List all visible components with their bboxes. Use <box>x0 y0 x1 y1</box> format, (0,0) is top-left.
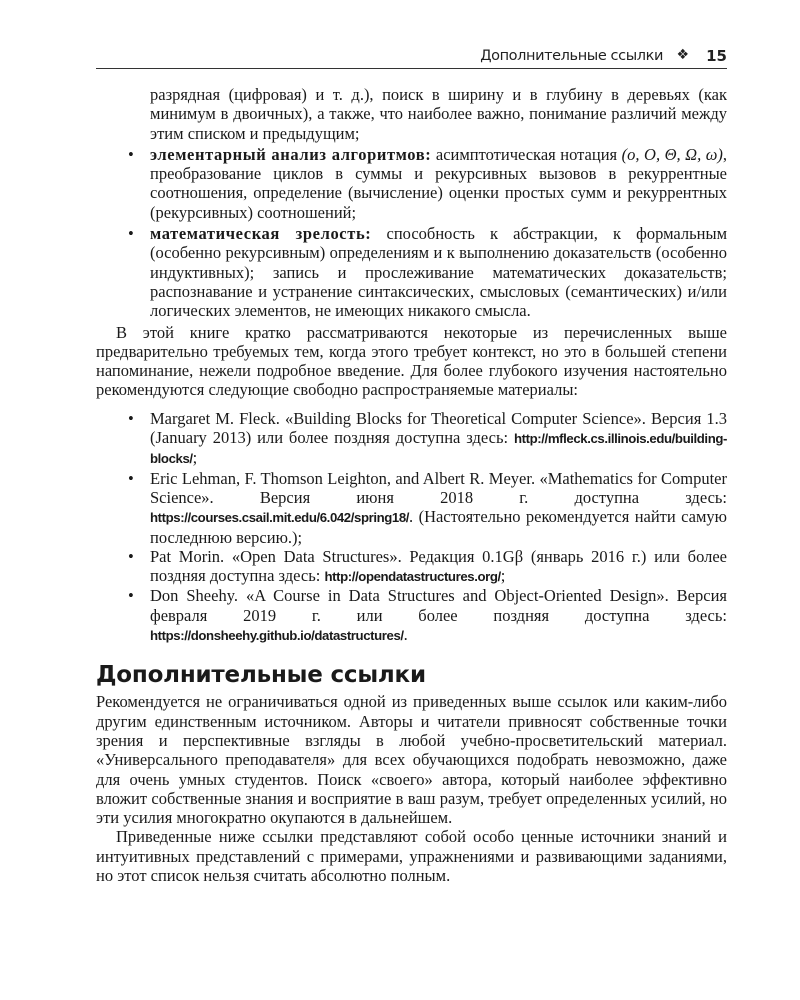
list-item <box>96 224 727 320</box>
reference-punct: . (Настоятельно рекомендуется найти самую последнюю версию.); <box>150 507 727 547</box>
reference-punct: ; <box>500 566 506 586</box>
reference-text: Pat Morin. «Open Data Structures». Редакция 0.1Gβ (январь 2016 г.) или более поздняя доступна здесь: <box>150 546 727 586</box>
reference-punct: ; <box>192 448 198 468</box>
bullet-text: асимптотическая нотация <box>435 144 618 164</box>
bullet-icon: • <box>128 468 134 488</box>
bullet-term: элементарный анализ алгоритмов: <box>150 144 432 164</box>
bullet-icon: • <box>128 408 134 428</box>
reference-text: Eric Lehman, F. Thomson Leighton, and Albert R. Meyer. «Mathematics for Computer Science». Версия июня 2018 г. доступна здесь: <box>150 468 727 507</box>
section-paragraph: Рекомендуется не ограничиваться одной из приведенных выше ссылок или каким-либо другим единственным источником. Авторы и читатели привносят собственные точки зрения и перспективные взгляды в любой учебно-просветительский материал. «Универсального преподавателя» для всех обучающихся подобрать невозможно, даже для очень умных студентов. Поиск «своего» автора, который наиболее эффективно вложит собственные знания и восприятие в ваш разум, требует определенных усилий, но эти усилия многократно окупаются в дальнейшем. <box>96 692 727 828</box>
reference-item <box>96 586 727 645</box>
intro-paragraph: В этой книге кратко рассматриваются некоторые из перечисленных выше предварительно требуемых тем, когда этого требует контекст, но это в большей степени напоминание, нежели подробное введение. Для более глубокого изучения настоятельно рекомендуются следующие свободно распространяемые материалы: <box>96 322 727 400</box>
bullet-icon: • <box>128 546 134 566</box>
bullet-text: способность к абстракции, к формальным (особенно рекурсивным) определениям и к выполнению доказательств (особенно индуктивных); запись и прослеживание математических доказательств; распознавание и устранение синтаксических, смысловых (семантических) и/или логических элементов, не имеющих никакого смысла. <box>150 224 728 321</box>
reference-text: Margaret M. Fleck. «Building Blocks for Theoretical Computer Science». Версия 1.3 (January 2013) или более поздняя доступна здесь: <box>150 408 727 448</box>
header-section-title: Дополнительные ссылки <box>480 48 663 64</box>
reference-link[interactable]: https://courses.csail.mit.edu/6.042/spring18/ <box>150 510 410 526</box>
reference-text: Don Sheehy. «A Course in Data Structures and Object-Oriented Design». Версия февраля 2019 г. или более поздняя доступна здесь: <box>150 586 727 625</box>
reference-punct: . <box>403 625 408 645</box>
running-header <box>96 46 727 69</box>
section-heading: Дополнительные ссылки <box>96 662 426 689</box>
bullet-text: , преобразование циклов в суммы и рекурсивных вызовов в рекуррентные соотношения, определение (вычисление) оценки простых сумм и рекуррентных (рекурсивных) соотношений; <box>150 144 728 222</box>
ornament-icon: ❖ <box>676 47 689 63</box>
bullet-icon: • <box>128 144 134 164</box>
prerequisite-list <box>96 145 727 321</box>
page-body <box>96 85 727 885</box>
bullet-icon: • <box>128 224 134 244</box>
reference-item <box>96 547 727 587</box>
list-item <box>96 145 727 222</box>
reference-list <box>96 409 727 646</box>
reference-item <box>96 469 727 547</box>
page-number: 15 <box>706 47 727 65</box>
reference-link[interactable]: http://opendatastructures.org/ <box>324 569 501 585</box>
bullet-icon: • <box>128 586 134 606</box>
reference-link[interactable]: http://mfleck.cs.illinois.edu/building-blocks/ <box>150 431 727 467</box>
reference-link[interactable]: https://donsheehy.github.io/datastructures/ <box>150 628 404 644</box>
section-paragraph: Приведенные ниже ссылки представляют собой особо ценные источники знаний и интуитивных представлений с примерами, упражнениями и развивающими заданиями, но этот список нельзя считать абсолютно полным. <box>96 827 727 885</box>
bullet-term: математическая зрелость: <box>150 224 372 244</box>
reference-item <box>96 409 727 469</box>
asymptotic-notation: (o, O, Θ, Ω, ω) <box>621 144 723 164</box>
list-continuation: разрядная (цифровая) и т. д.), поиск в ширину и в глубину в деревьях (как минимум в двоичных), а также, что наиболее важно, понимание различий между этим списком и предыдущим; <box>150 85 727 143</box>
